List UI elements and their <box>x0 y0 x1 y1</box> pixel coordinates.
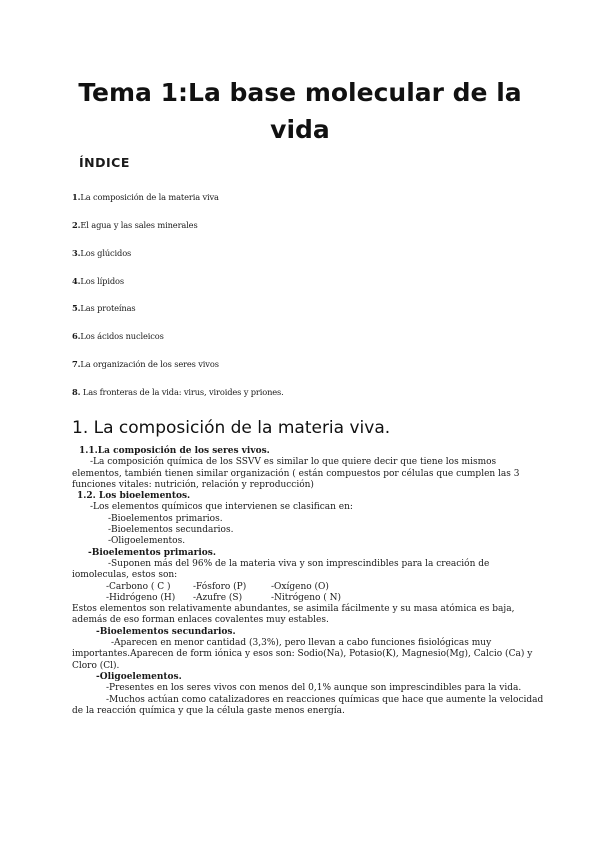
section-1-title: 1. La composición de la materia viva. <box>72 418 391 438</box>
list-item: -Oligoelementos. <box>108 536 186 547</box>
element-item: -Nitrógeno ( N) <box>271 592 342 603</box>
toc-number: 1. <box>72 192 81 202</box>
toc-item-2 <box>72 220 198 230</box>
section-1-body <box>72 446 542 717</box>
elements-row <box>72 593 542 604</box>
toc-text: Los glúcidos <box>80 248 132 258</box>
toc-item-5 <box>72 303 136 313</box>
toc-text: El agua y las sales minerales <box>80 220 198 230</box>
toc-item-7 <box>72 359 219 369</box>
toc-text: Los lípidos <box>80 276 124 286</box>
subheading-1-2: 1.2. Los bioelementos. <box>77 491 191 502</box>
toc-text: La organización de los seres vivos <box>80 359 219 369</box>
paragraph-line: Estos elementos son relativamente abundantes, se asimila fácilmente y su masa atómica es baja, <box>72 604 515 615</box>
element-item: -Azufre (S) <box>193 592 243 603</box>
elements-row <box>72 582 542 593</box>
toc-item-8 <box>72 387 284 397</box>
index-heading: ÍNDICE <box>79 155 130 170</box>
paragraph-line: -Aparecen en menor cantidad (3,3%), pero llevan a cabo funciones fisiológicas muy <box>111 638 492 649</box>
toc-text: La composición de la materia viva <box>80 192 219 202</box>
paragraph-line: funciones vitales: nutrición, relación y reproducción) <box>72 479 314 490</box>
subheading-oligoelementos: -Oligoelementos. <box>96 671 182 682</box>
paragraph-line: -Presentes en los seres vivos con menos del 0,1% aunque son imprescindibles para la vida. <box>106 683 522 694</box>
toc-number: 8. <box>72 387 81 397</box>
paragraph-line: iomoleculas, estos son: <box>72 570 178 581</box>
subheading-secundarios: -Bioelementos secundarios. <box>96 626 236 637</box>
paragraph-line: además de eso forman enlaces covalentes muy estables. <box>72 615 329 626</box>
toc-number: 6. <box>72 331 81 341</box>
paragraph-line: -La composición química de los SSVV es similar lo que quiere decir que tiene los mismos <box>90 457 497 468</box>
element-item: -Oxígeno (O) <box>271 581 329 592</box>
element-item: -Hidrógeno (H) <box>106 592 176 603</box>
toc-number: 3. <box>72 248 81 258</box>
subheading-1-1: 1.1.La composición de los seres vivos. <box>79 446 270 456</box>
list-item: -Bioelementos secundarios. <box>108 525 234 536</box>
toc-item-4 <box>72 276 124 286</box>
paragraph-line: -Suponen más del 96% de la materia viva y son imprescindibles para la creación de <box>108 558 490 569</box>
paragraph-line: Cloro (Cl). <box>72 660 120 671</box>
toc-text: Las proteínas <box>80 303 136 313</box>
toc-text: Los ácidos nucleicos <box>80 331 164 341</box>
subheading-primarios: -Bioelementos primarios. <box>88 547 216 558</box>
page-title: Tema 1:La base molecular de la vida <box>78 78 522 144</box>
element-item: -Fósforo (P) <box>193 581 247 592</box>
toc-item-3 <box>72 248 131 258</box>
toc-number: 4. <box>72 276 81 286</box>
list-item: -Bioelementos primarios. <box>108 513 223 524</box>
paragraph-line: elementos, también tienen similar organización ( están compuestos por células que cumplen las 3 <box>72 468 520 479</box>
paragraph-line: -Muchos actúan como catalizadores en reacciones químicas que hace que aumente la velocidad <box>106 694 544 705</box>
toc-number: 5. <box>72 303 81 313</box>
toc-text: Las fronteras de la vida: virus, viroides y priones. <box>80 387 284 397</box>
toc-number: 2. <box>72 220 81 230</box>
element-item: -Carbono ( C ) <box>106 581 171 592</box>
toc-item-6 <box>72 331 164 341</box>
toc-number: 7. <box>72 359 81 369</box>
paragraph-line: -Los elementos químicos que intervienen se clasifican en: <box>90 502 353 513</box>
toc-item-1 <box>72 192 219 202</box>
paragraph-line: importantes.Aparecen de form iónica y esos son: Sodio(Na), Potasio(K), Magnesio(Mg), Calcio (Ca) y <box>72 649 533 660</box>
paragraph-line: de la reacción química y que la célula gaste menos energía. <box>72 705 345 716</box>
